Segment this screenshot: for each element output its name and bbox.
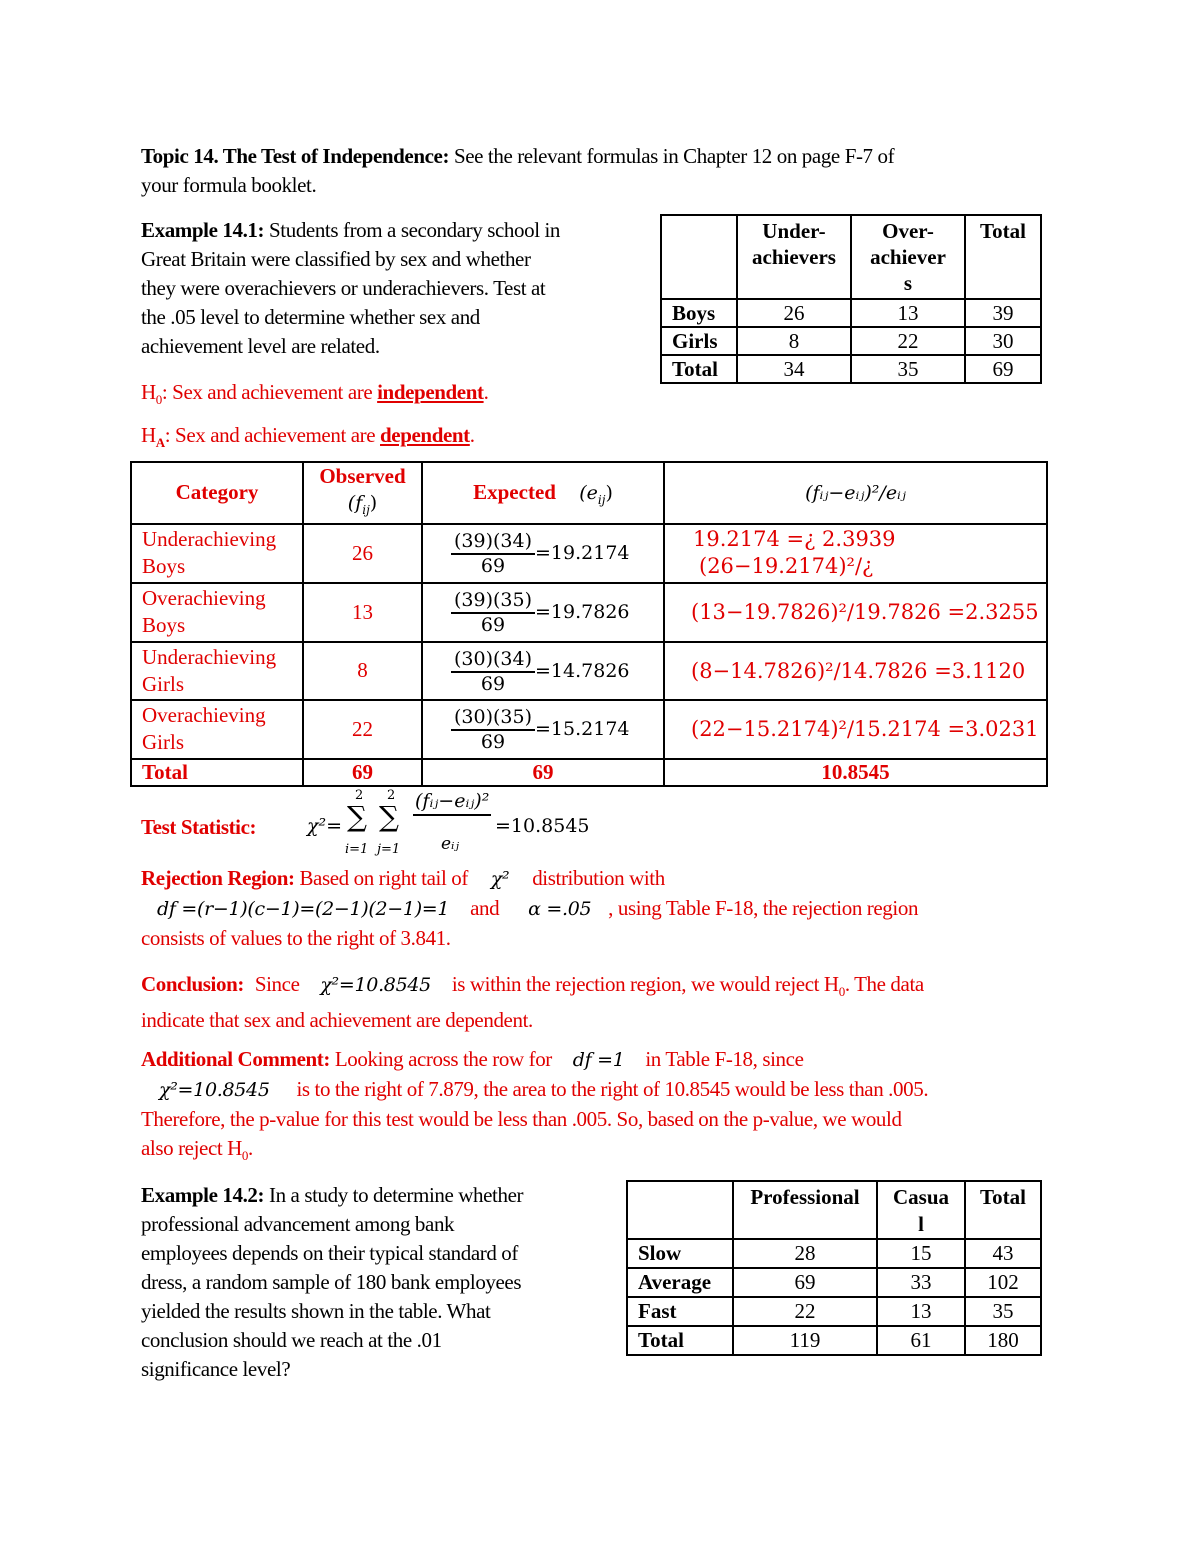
cell: 61: [877, 1326, 965, 1355]
row-label: Fast: [627, 1297, 733, 1326]
table-row: [661, 299, 1041, 327]
example-2-line: employees depends on their typical standard of: [141, 1241, 518, 1265]
row-label: Average: [627, 1268, 733, 1297]
cell: 35: [851, 355, 965, 383]
table-row: [627, 1297, 1041, 1326]
example-2-line: yielded the results shown in the table. What: [141, 1299, 491, 1323]
table-total-row: [131, 759, 1047, 786]
alpha-value: α =.05: [528, 898, 592, 920]
example-2-line: professional advancement among bank: [141, 1212, 455, 1236]
test-statistic-formula: [307, 784, 607, 864]
comment-text-2: in Table F-18, since: [645, 1047, 804, 1071]
cell: 43: [965, 1239, 1041, 1268]
sum-symbol-2: ∑: [379, 800, 399, 833]
rejection-label: Rejection Region:: [141, 866, 295, 890]
expected-fraction: $\frac{(39)(34)}{69}$: [451, 529, 535, 577]
comment-text: Looking across the row for: [334, 1047, 552, 1071]
chi-cell: 19.2174 =¿ 2.3939 (26−19.2174)²/¿: [664, 524, 1047, 583]
cell: 8: [737, 327, 851, 355]
cell: 39: [965, 299, 1041, 327]
header-total: Total: [965, 215, 1041, 299]
ha-letter: H: [141, 423, 156, 447]
total-expected: 69: [422, 759, 664, 786]
comment-chi: χ²=10.8545: [159, 1079, 270, 1101]
comment-label: Additional Comment:: [141, 1047, 330, 1071]
row-label: Boys: [661, 299, 737, 327]
category-cell: Overachieving Boys: [131, 583, 303, 642]
example-1-line: Great Britain were classified by sex and whether: [141, 247, 531, 271]
chi-square-result: =10.8545: [495, 815, 590, 837]
header-observed: Observed $(f_{ij})$: [303, 462, 422, 524]
row-label: Girls: [661, 327, 737, 355]
conclusion-chi: χ²=10.8545: [320, 974, 431, 996]
table-row: [627, 1239, 1041, 1268]
cell: 35: [965, 1297, 1041, 1326]
observed-cell: 13: [303, 583, 422, 642]
total-observed: 69: [303, 759, 422, 786]
header-category: Category: [131, 462, 303, 524]
h0-text: : Sex and achievement are: [161, 380, 378, 404]
expected-cell: $\frac{(30)(35)}{69}$ =15.2174: [422, 700, 664, 759]
header-casual: Casua l: [877, 1181, 965, 1239]
header-professional: Professional: [733, 1181, 877, 1239]
h0-keyword: independent: [377, 380, 484, 404]
conclusion-text: Since: [254, 972, 300, 996]
header-expected: Expected $(e_{ij})$: [422, 462, 664, 524]
example-1-line: the .05 level to determine whether sex and: [141, 305, 480, 329]
topic-text-2: your formula booklet.: [141, 173, 317, 197]
alt-hypothesis: [141, 421, 475, 457]
cell: 180: [965, 1326, 1041, 1355]
ha-keyword: dependent: [380, 423, 470, 447]
cell: 15: [877, 1239, 965, 1268]
chi-cell: (13−19.7826)²/19.7826 =2.3255: [664, 583, 1047, 642]
cell: 102: [965, 1268, 1041, 1297]
expected-cell: $\frac{(39)(35)}{69}$ =19.7826: [422, 583, 664, 642]
table-row: [661, 327, 1041, 355]
conclusion-text-2: is within the rejection region, we would reject H: [451, 972, 839, 996]
cell: 69: [733, 1268, 877, 1297]
example-1-label: Example 14.1:: [141, 218, 265, 242]
expected-fraction: $\frac{(39)(35)}{69}$: [451, 588, 535, 636]
example-1-text: [141, 216, 651, 361]
rejection-and: and: [470, 896, 500, 920]
ha-period: .: [469, 423, 475, 447]
cell: 13: [877, 1297, 965, 1326]
example-1-line: achievement level are related.: [141, 334, 380, 358]
sum-upper: 2: [355, 788, 364, 803]
comment-df: df =1: [572, 1049, 625, 1071]
table-row: [131, 700, 1047, 759]
sum-lower-j: j=1: [377, 842, 401, 857]
header-overachievers: Over- achiever s: [851, 215, 965, 299]
chi-symbol: χ²: [490, 868, 510, 890]
comment-text-5: also reject H: [141, 1136, 242, 1160]
null-hypothesis: [141, 378, 488, 414]
sum-symbol: ∑: [347, 800, 367, 833]
conclusion-label: Conclusion:: [141, 972, 244, 996]
row-label: Slow: [627, 1239, 733, 1268]
rejection-text-3: , using Table F-18, the rejection region: [608, 896, 919, 920]
cell: 22: [733, 1297, 877, 1326]
header-total: Total: [965, 1181, 1041, 1239]
rejection-text-2: distribution with: [532, 866, 665, 890]
cell: 30: [965, 327, 1041, 355]
table-row: [131, 524, 1047, 583]
cell: 13: [851, 299, 965, 327]
cell: 119: [733, 1326, 877, 1355]
df-expression: df =(r−1)(c−1)=(2−1)(2−1)=1: [157, 898, 450, 920]
comment-period: .: [248, 1136, 253, 1160]
ha-sub: A: [155, 435, 165, 451]
comment-sub: 0: [241, 1148, 249, 1164]
example-1-line: they were overachievers or underachievers. Test at: [141, 276, 546, 300]
conclusion-text-3: . The data: [844, 972, 924, 996]
comment-text-3: is to the right of 7.879, the area to the right of 10.8545 would be less than .005.: [296, 1077, 929, 1101]
h0-sub: 0: [155, 392, 162, 408]
expected-fraction: $\frac{(30)(34)}{69}$: [451, 647, 535, 695]
cell: 33: [877, 1268, 965, 1297]
cell: 28: [733, 1239, 877, 1268]
example-2-line: conclusion should we reach at the .01: [141, 1328, 442, 1352]
topic-text: See the relevant formulas in Chapter 12 on page F-7 of: [453, 144, 895, 168]
table-corner: [661, 215, 737, 299]
rejection-region: [141, 864, 1081, 953]
example-2-line: significance level?: [141, 1357, 291, 1381]
topic-title: Topic 14. The Test of Independence:: [141, 144, 450, 168]
observed-cell: 26: [303, 524, 422, 583]
conclusion-text-4: indicate that sex and achievement are dependent.: [141, 1008, 533, 1033]
row-label: Total: [627, 1326, 733, 1355]
sum-lower-i: i=1: [345, 842, 369, 857]
contingency-table-1: [660, 214, 1042, 384]
conclusion: [141, 970, 1081, 1035]
example-2-line: In a study to determine whether: [269, 1183, 524, 1207]
test-statistic-label: Test Statistic:: [141, 815, 257, 839]
calculation-table: [130, 461, 1048, 787]
table-row: [627, 1326, 1041, 1355]
cell: 34: [737, 355, 851, 383]
chi-cell: (8−14.7826)²/14.7826 =3.1120: [664, 642, 1047, 700]
cell: 26: [737, 299, 851, 327]
expected-fraction: $\frac{(30)(35)}{69}$: [451, 705, 535, 753]
example-2-text: [141, 1181, 611, 1384]
table-row: [131, 642, 1047, 700]
table-row: [661, 355, 1041, 383]
table-row: [627, 1268, 1041, 1297]
observed-cell: 8: [303, 642, 422, 700]
chi-square-lhs: χ²=: [307, 815, 343, 837]
rejection-text-4: consists of values to the right of 3.841.: [141, 926, 451, 950]
fraction-denominator: eᵢⱼ: [441, 834, 459, 854]
header-underachievers: Under- achievers: [737, 215, 851, 299]
category-cell: Underachieving Boys: [131, 524, 303, 583]
table-corner: [627, 1181, 733, 1239]
total-chi: 10.8545: [664, 759, 1047, 786]
expected-cell: $\frac{(39)(34)}{69}$ =19.2174: [422, 524, 664, 583]
ha-text: : Sex and achievement are: [164, 423, 381, 447]
header-chi-contribution: (fᵢⱼ−eᵢⱼ)²/eᵢⱼ: [664, 462, 1047, 524]
observed-cell: 22: [303, 700, 422, 759]
category-cell: Overachieving Girls: [131, 700, 303, 759]
category-cell: Underachieving Girls: [131, 642, 303, 700]
conclusion-sub: 0: [838, 984, 845, 1000]
h0-period: .: [483, 380, 489, 404]
expected-cell: $\frac{(30)(34)}{69}$ =14.7826: [422, 642, 664, 700]
chi-cell: (22−15.2174)²/15.2174 =3.0231: [664, 700, 1047, 759]
topic-heading: [141, 142, 1061, 200]
cell: 69: [965, 355, 1041, 383]
comment-text-4: Therefore, the p-value for this test would be less than .005. So, based on the p-value, we would: [141, 1107, 902, 1131]
example-1-line: Students from a secondary school in: [269, 218, 561, 242]
table-row: [131, 583, 1047, 642]
row-label: Total: [661, 355, 737, 383]
h0-letter: H: [141, 380, 156, 404]
sum-upper-2: 2: [387, 788, 396, 803]
example-2-line: dress, a random sample of 180 bank employees: [141, 1270, 522, 1294]
example-2-label: Example 14.2:: [141, 1183, 265, 1207]
cell: 22: [851, 327, 965, 355]
total-label: Total: [131, 759, 303, 786]
rejection-text: Based on right tail of: [299, 866, 468, 890]
additional-comment: [141, 1045, 1081, 1170]
contingency-table-2: [626, 1180, 1042, 1356]
fraction-numerator: (fᵢⱼ−eᵢⱼ)²: [413, 790, 491, 816]
